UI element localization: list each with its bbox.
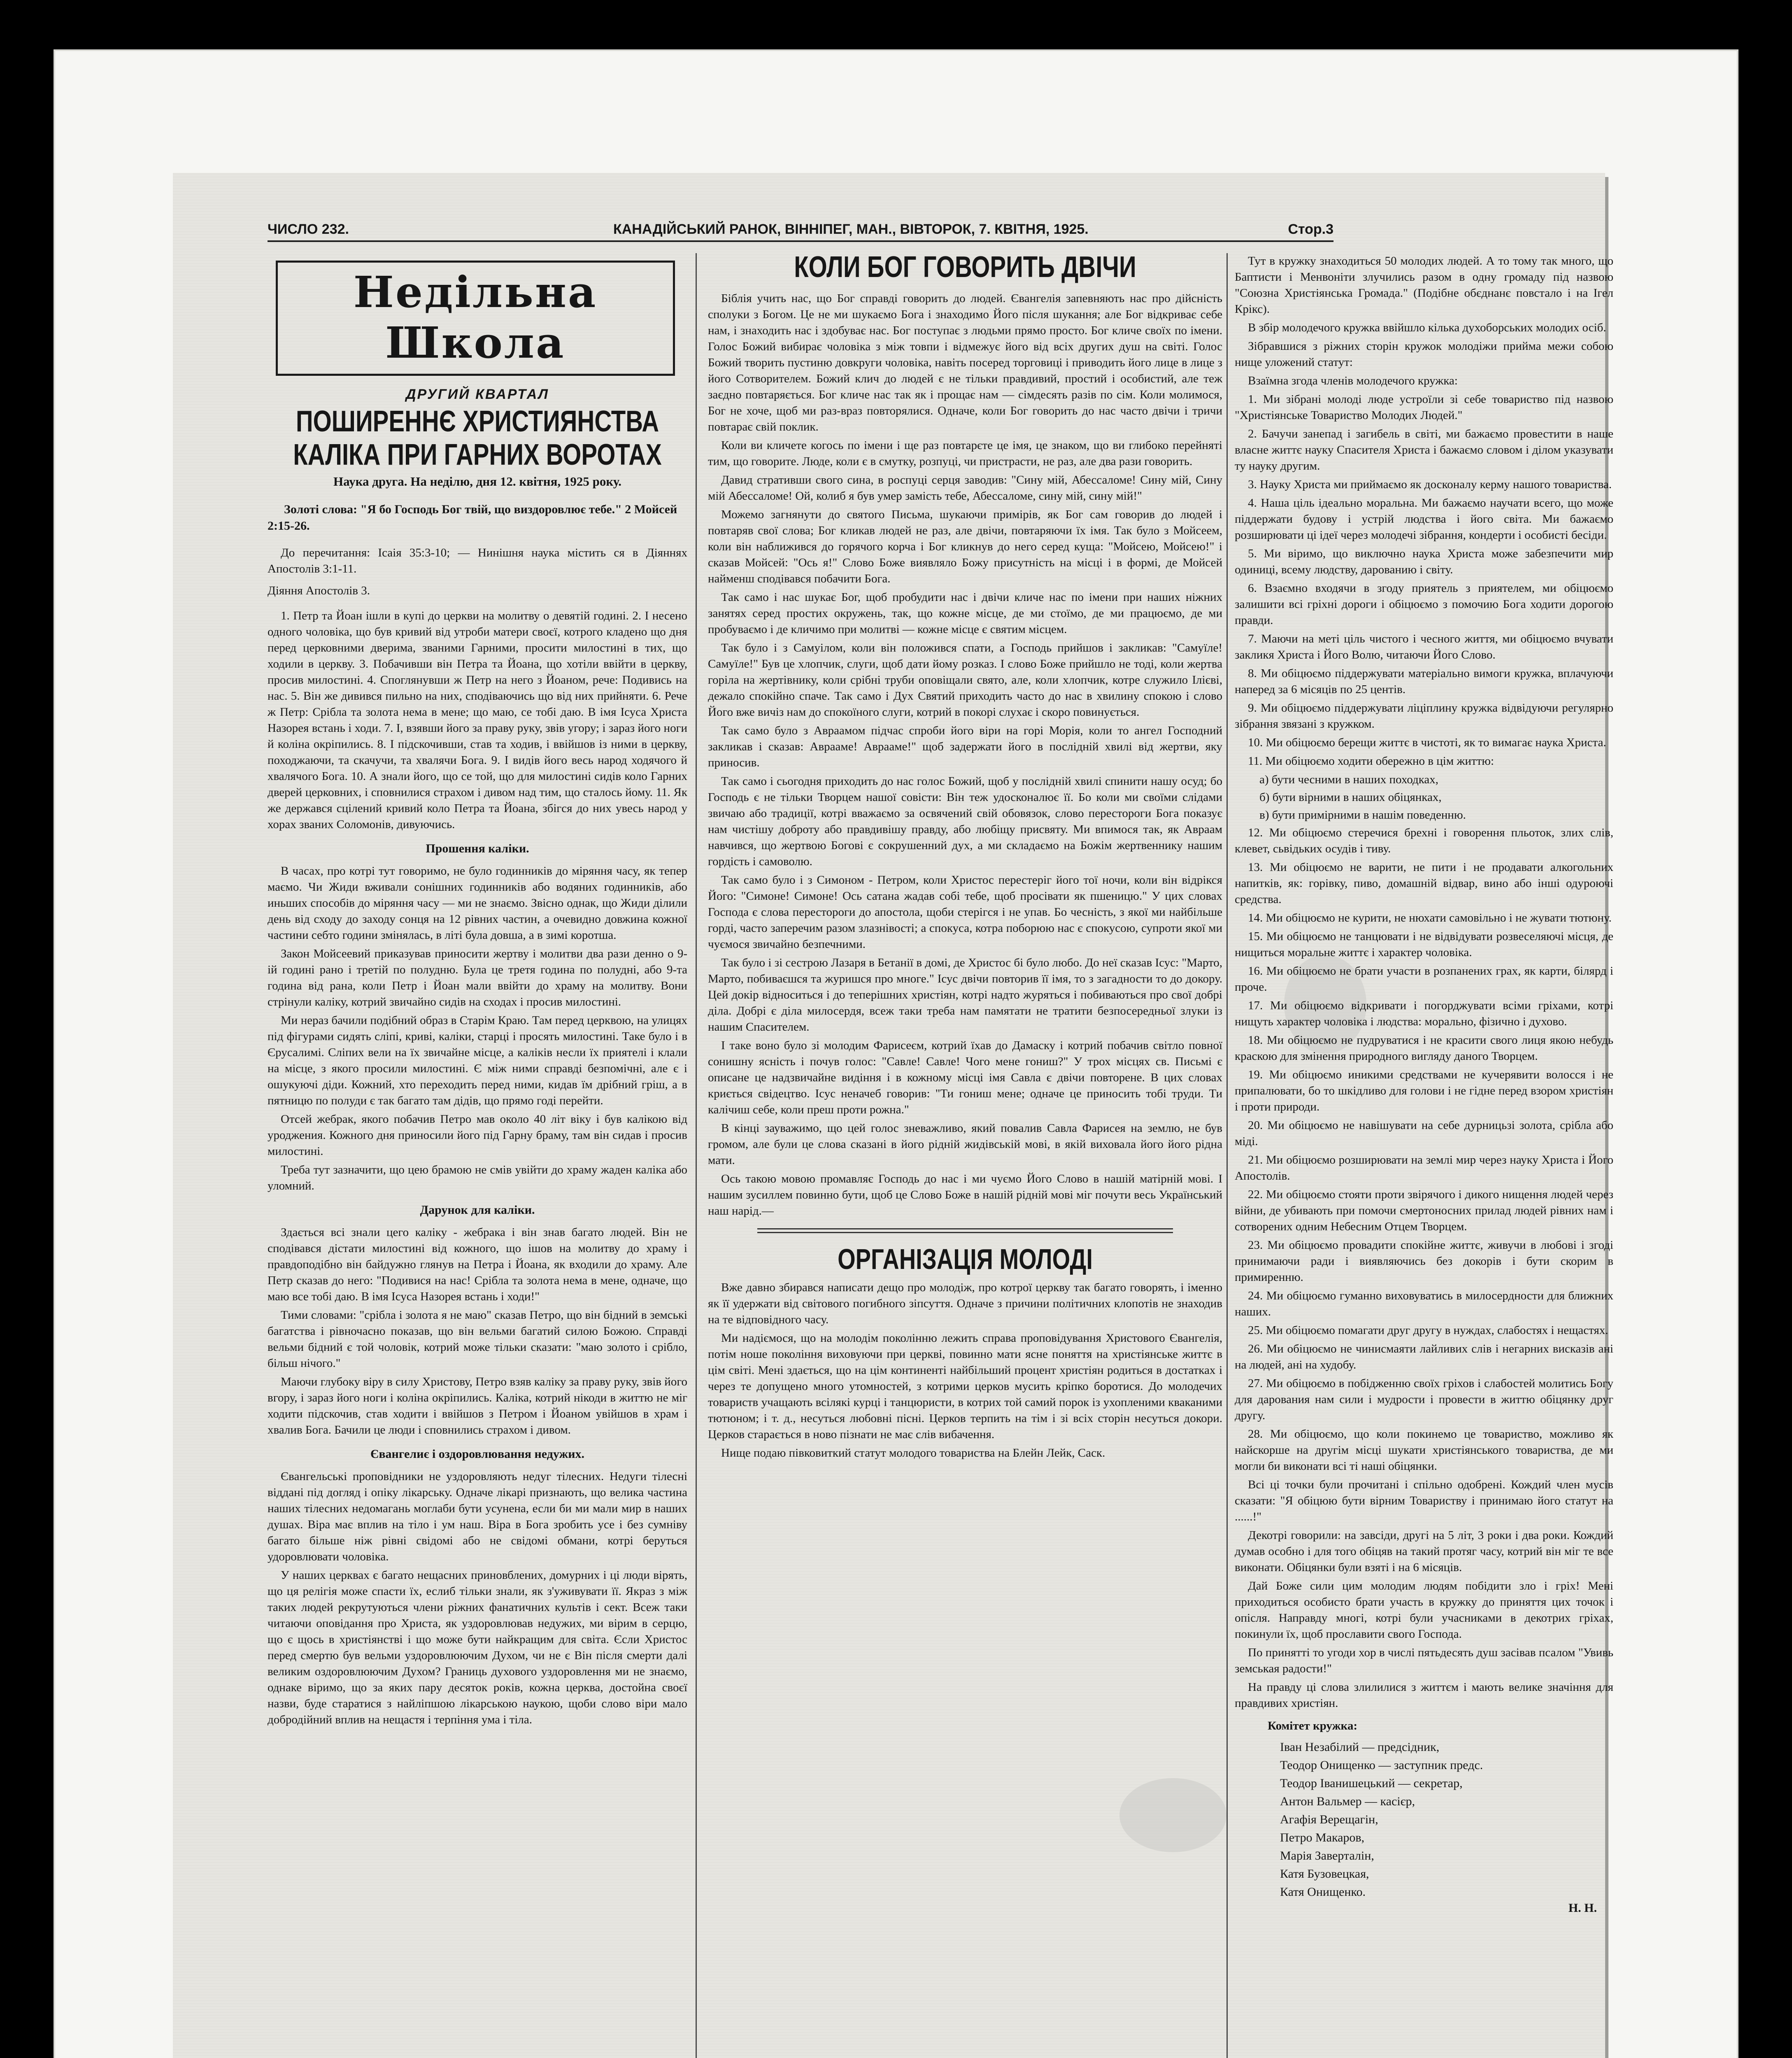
statute-rule: 4. Наша ціль ідеально моральна. Ми бажаємо научати всего, що може піддержати будову і устрій людства і його світа. Ми бажаємо розширювати ці ідеї через молодечі зібрання, кондерти і особисті бесіди.	[1235, 496, 1613, 542]
paragraph: По принятті то угоди хор в числі пятьдесять душ засівав псалом "Увивь земськая радости!"	[1235, 1646, 1613, 1675]
paragraph: Ось такою мовою промавляє Господь до нас і ми чуємо Його Слово в нашій матірній мові. І нашим зусиллем повинно бути, щоб це Слово Боже в нашій рідній мові міг почути весь Український наш нарід.—	[708, 1172, 1222, 1218]
heading: ПОШИРЕННЄ ХРИСТИЯНСТВА	[296, 404, 659, 438]
statute-rule: 1. Ми зібрані молоді люде устроїли зі себе товариство під назвою "Христіянське Товариство Молодих Людей."	[1235, 393, 1613, 422]
statute-rule: 6. Взаємно входячи в згоду приятель з приятелем, ми обіцюємо залишити всі гріхні дороги і обіцюємо з помочию Бога ходити дорогою правди.	[1235, 582, 1613, 627]
paragraph: У наших церквах є багато нещасних приновблених, домурних і ці люди вірять, що ця релігія може спасти їх, еслиб тільки знали, як з'уживувати її. Якраз з між таких людей рекрутуються члени ріжних фанатичних культів і сект. Всеж таки читаючи оповідання про Христа, як уздоровлював недужих, ми вірим в серцю, що є щось в христіянстві і що може бути найкращим для світа. Єсли Христос перед смертю був вельми уздоровлюючим Духом, чи не є Він після смерти далі великим оздоровлюючим Духом? Границь духового уздоровлення ми не знаємо, однаке віримо, що за яких пару десяток років, кожна церква, достойна своєї назви, буде старатися з найліпшою лікарською наукою, щоби слово віри мало добродійний вплив на нещастя і терпіння ума і тіла.	[268, 1569, 687, 1726]
paragraph: Дай Боже сили цим молодим людям побідити зло і гріх! Мені приходиться особисто брати участь в кружку до приняття цих точок і опісля. Направду многі, котрі були учасниками в декотрих гріхах, покинули їх, щоб прославити свого Господа.	[1235, 1579, 1613, 1641]
committee-title: Комітет кружка:	[1268, 1719, 1357, 1732]
statute-rule: 5. Ми віримо, що виключно наука Христа може забезпечити мир одиниці, всему людству, дарованию і світу.	[1235, 547, 1613, 576]
paragraph: Коли ви кличете когось по імени і ще раз повтарєте це імя, це знаком, що ви глибоко перейняті тим, що говорите. Люде, коли є в смутку, розпуці, чи пристрасти, не раз, але два рази говорить.	[708, 439, 1222, 468]
committee-member: Теодор Іванишецький — секретар,	[1280, 1776, 1463, 1790]
signature: Н. Н.	[1568, 1901, 1597, 1915]
heading: КАЛІКА ПРИ ГАРНИХ ВОРОТАХ	[293, 438, 662, 472]
column-when-god-speaks	[708, 250, 1222, 1464]
paragraph: Можемо загнянути до святого Письма, шукаючи примірів, як Бог сам говорив до людей і повтаряв свої слова; Бог кликав людей не раз, але двічи, повтаряючи їх імя. Так було з Мойсеем, коли він наближився до горячого корча і Бог кликнув до него серед куща: "Мойсею, Мойсею!" і сказав Мойсей: "Ось я!" Слово Боже виявляло Божу присутність на місці і в формі, де Мойсей найменш сподівався побачити Бога.	[708, 508, 1222, 585]
statute-rule: 23. Ми обіцюємо провадити спокійне життє, живучи в любові і згоді принимаючи ради і виявляючись без докорів і бути скорим в примиренню.	[1235, 1239, 1613, 1284]
scripture-text: 1. Петр та Йоан ішли в купі до церкви на молитву о девятій годині. 2. І несено одного чоловіка, що був кривий від утроби матери своєї, котрого кладено що дня перед церковними дверима, званими Гарними, просити милостині в тих, що ходили в церкву. 3. Побачивши він Петра та Йоана, що хотіли ввійти в церкву, просив милостині. 4. Споглянувши ж Петр на него з Йоаном, рече: Подивись на нас. 5. Він же дивився пильно на них, сподіваючись що від них прийняти. 6. Рече ж Петр: Срібла та золота нема в мене; що маю, се тобі даю. В імя Ісуса Христа Назорея встань і ходи. 7. І, взявши його за праву руку, звів угору; і зараз його ноги й коліна окріпились. 8. І підскочивши, став та ходив, і ввійшов із ними в церкву, походжаючи, та скачучи, та хвалячи Бога. 9. І видів його весь народ ходячого й хвалячого Бога. 10. А знали його, що се той, що для милостині сидів коло Гарних дверей церковних, і сповнилися страхом і дивом над тим, що сталось йому. 11. Як же держався сцілений кривий коло Петра та Йоана, збігся до них увесь народ у хорах званих Соломонів, дивуючись.	[268, 609, 687, 831]
statute-subitem: б) бути вірними в наших обіцянках,	[1259, 791, 1442, 804]
statute-subitem: в) бути примірними в нашім поведенню.	[1259, 808, 1466, 822]
paragraph: І таке воно було зі молодим Фарисеєм, котрий їхав до Дамаску і котрий побачив світло повної сонишну ясність і почув голос: "Савле! Савле! Чого мене гониш?" У трох місцях св. Письмі є описане це надзвичайне видіння і в кожному місці імя Савла є двічи повторене. В цих словах криється свідецтво. Ісус неначеб говорив: "Ти гониш мене; одначе це приносить тобі труди. Ти калічиш себе, коли преш проти рожна."	[708, 1039, 1222, 1116]
committee-member: Катя Бузовецкая,	[1280, 1867, 1369, 1881]
paragraph: Так було і зі сестрою Лазаря в Бетанії в домі, де Христос бі було любо. До неї сказав Ісус: "Марто, Марто, побиваєшся та журишся про многе." Ісус двічи повторив її імя, то з загадности то до докору. Цей докір відноситься і до теперішних христіян, котрі надто журяться і побиваються про свої добрі діла. Добрі є діла милосердя, всеж таки треба нам памятати не тратити безпосередньої злуки із нашим Спасителем.	[708, 956, 1222, 1034]
subheading: Прошення каліки.	[426, 842, 529, 855]
paragraph: Вже давно збирався написати дещо про молодіж, про котрої церкву так багато говорять, і іменно як її удержати від світового погибного зіпсуття. Одначе з причини політичних клопотів не знаходив на те відповідного часу.	[708, 1281, 1222, 1326]
paragraph: Давид стративши свого сина, в роспуці серця заводив: "Сину мій, Абессаломе! Сину мій, Сину мій Абессаломе! Ой, колиб я був умер замість тебе, Абессаломе, сину мій, сину мій!"	[708, 473, 1222, 503]
paragraph: В збір молодечого кружка ввійшло кілька духоборських молодих осіб.	[1248, 321, 1606, 334]
issue-number: ЧИСЛО 232.	[268, 221, 349, 237]
column-rule	[696, 253, 697, 2058]
paragraph: Закон Мойсеевий приказував приносити жертву і молитви два рази денно о 9-ій годині рано і третій по полудню. Була це третя година по полудні, або 9-та година від рана, коли Петр і Йоан мали ввійти до храму на молитву. Вони стрінули каліку, котрий звичайно сидів на сходах і просив милостині.	[268, 947, 687, 1008]
quarter-label: ДРУГИЙ КВАРТАЛ	[405, 386, 549, 402]
golden-words: Золоті слова: "Я бо Господь Бог твій, що виздоровлює тебе." 2 Мойсей 2:15-26.	[268, 503, 677, 533]
statute-rule: 14. Ми обіцюємо не курити, не нюхати самовільно і не жувати тютюну.	[1248, 911, 1612, 924]
committee-member: Теодор Онищенко — заступник предс.	[1280, 1758, 1483, 1772]
paragraph: Зібравшися з ріжних сторін кружок молодіжи прийма межи собою нище уложений статут:	[1235, 340, 1613, 369]
statute-rule: 21. Ми обіцюємо розширювати на землі мир через науку Христа і Його Апостолів.	[1235, 1153, 1613, 1183]
column-rule	[1226, 253, 1228, 2058]
paragraph: На правду ці слова злилилися з життєм і мають велике значіння для правдивих христіян.	[1235, 1681, 1613, 1710]
masthead: КАНАДІЙСЬКИЙ РАНОК, ВІННІПЕГ, МАН., ВІВТОРОК, 7. КВІТНЯ, 1925.	[613, 221, 1089, 237]
paragraph: Євангельські проповідники не уздоровляють недуг тілесних. Недуги тілесні віддані під догляд і опіку лікарську. Одначе лікарі признають, що велика частина наших тілесних недомагань моглаби бути усунена, если би ми мали мир в наших душах. Віра має вплив на тіло і ум наш. Віра в Бога зробить усе і без сумніву багато більше ніж рівні свідомі або не свідомі обмани, котрі беруться удоровлювати чоловіка.	[268, 1470, 687, 1563]
statute-subitem: а) бути чесними в наших походках,	[1259, 773, 1438, 786]
paragraph: Ми надіємося, що на молодім поколінню лежить справа проповідування Христового Євангелія, потім ноше покоління виховуючи при церкві, повинно мати ясне поняття на христіянське життє в цім світі. Мені здається, що на цім континенті найбільший процент христіян родиться в достатках і через те допущено много утомностей, з котрими церков мусить кріпко боротися. До молодечих товариств учащають всілякі курці і танцюристи, в котрих той самий порок із ухопленими кваканими тютюном; і т. д., несуться любовні пісні. Церков терпить на тім і зі всіх сторін несуться докори. Церков старається в ново пізнати не має слів вибачення.	[708, 1332, 1222, 1441]
committee-member: Катя Онищенко.	[1280, 1885, 1366, 1899]
scripture-ref: Діяння Апостолів 3.	[268, 584, 370, 597]
committee-member: Петро Макаров,	[1280, 1831, 1365, 1844]
newspaper-page	[173, 173, 1613, 2058]
paragraph: Біблія учить нас, що Бог справді говорить до людей. Євангелія запевняють нас про дійсність сполуки з Богом. Це не ми шукаємо Бога і знаходимо Його після шукання; але Бог відкриває себе нам, і знаходить нас і здобуває нас. Бог поступає з людьми прямо просто. Бог кличе своїх по імени. Голос Божий вибирає чоловіка з між товпи і відмежує його від всіх других душ на світі. Голос Божий творить пустиню довкруги чоловіка, навіть посеред торговиці і приводить його лице в лице з його Сотворителем. Божий клич до людей є не тільки правдивий, простий і особистий, але теж заєдно повтаряється. Бог кличе нас так як і прощає нам — сімдесять разів по сім. Коли молимося, Бог не хоче, щоб ми раз-враз повторялися. Одначе, коли Бог говорить до нас часто двічи і тричи повтарає свій поклик.	[708, 292, 1222, 433]
column-youth-statute	[1235, 253, 1613, 1915]
paragraph: До перечитання: Ісаія 35:3-10; — Нинішня наука містить ся в Діяннях Апостолів 3:1-11.	[268, 546, 687, 575]
statute-rule: 20. Ми обіцюємо не навішувати на себе дурницьзі золота, срібла або міді.	[1235, 1119, 1613, 1148]
statute-rule: 3. Науку Христа ми приймаємо як досконалу керму нашого товариства.	[1248, 478, 1612, 491]
statute-rule: 12. Ми обіцюємо стеречися брехні і говорення пльоток, злих слів, клевет, сьвідьких осудів і тиву.	[1235, 826, 1613, 855]
statute-rule: 26. Ми обіцюємо не чинисмаяти лайливих слів і негарних висказів ані на людей, ані на худобу.	[1235, 1342, 1613, 1371]
page-header	[268, 219, 1334, 242]
statute-rule: 11. Ми обіцюємо ходити обережно в цім життю:	[1248, 754, 1494, 768]
stain	[1119, 1778, 1226, 1852]
statute-rule: 15. Ми обіцюємо не танцювати і не відвідувати розвеселяючі місця, де нищиться моральне життє і характер чоловіка.	[1235, 930, 1613, 959]
paragraph: В кінці зауважимо, що цей голос зневажливо, який повалив Савла Фарисея на землю, не був громом, але були це слова сказані в його рідній жидівській мові, в якій виховала його його рідна мати.	[708, 1122, 1222, 1167]
committee-member: Марія Заверталін,	[1280, 1849, 1374, 1862]
paragraph: Маючи глубоку віру в силу Христову, Петро взяв каліку за праву руку, звів його вгору, і зараз його ноги і коліна окріпились. Каліка, котрий нікоди в життю не міг ходити підскочив, став ходити і ввійшов з Петром і Йоаном увійшов в храм і хвалив Бога. Бачили це люди і сповнились страхом і дивом.	[268, 1375, 687, 1436]
subheading: Дарунок для каліки.	[420, 1203, 535, 1217]
committee-member: Іван Незабілий — предсідник,	[1280, 1740, 1440, 1754]
statute-rule: 25. Ми обіцюємо помагати друг другу в нуждах, слабостях і нещастях.	[1248, 1324, 1608, 1337]
statute-rule: 16. Ми обіцюємо не брати участи в розпанених грах, як карти, білярд і проче.	[1235, 964, 1613, 994]
committee-member: Антон Вальмер — касієр,	[1280, 1795, 1415, 1808]
statute-rule: 27. Ми обіцюємо в побідженню своїх гріхов і слабостей молитись Богу для дарования нам сили і мудрости і провести в життю обіцянку друг другу.	[1235, 1377, 1613, 1422]
banner-title: Недільна Школа	[353, 267, 598, 368]
statute-rule: 22. Ми обіцюємо стояти проти звірячого і дикого нищення людей через війни, де убивають при помочи смертоносних прилад людей рівних нам і сотворених одним Небесним Отцем Творцем.	[1235, 1188, 1613, 1233]
paragraph: Так само і сьогодня приходить до нас голос Божий, щоб у послідній хвилі спинити нашу осуд; бо Господь є не тільки Творцем нашої совісти: Він теж удосконалює її. Бо коли ми своїми слідами звичаю або традиції, котрі вважаємо за освячений свій обовязок, слово перестороги Бога показує нам чистішу доброту або правдивішу правду, або любіщу присвяту. Ми впимося так, як Авраам навчився, що жертвою Богові є сокрушенний дух, а ми складаємо на Божім жертвеннику нашим гордість і самоволю.	[708, 775, 1222, 868]
paragraph: Всі ці точки були прочитані і спільно одобрені. Кождий член мусів сказати: "Я обіцюю бути вірним Товариству і принимаю його статут на ......!"	[1235, 1478, 1613, 1523]
statute-rule: 19. Ми обіцюємо иникими средствами не кучерявити волосся і не припалювати, бо то шкідливо для голови і не гідне перед взором христіян і проти природи.	[1235, 1068, 1613, 1113]
paragraph: Ми нераз бачили подібний образ в Старім Краю. Там перед церквою, на улицях під фігурами сидять сліпі, криві, каліки, старці і просять милостині. Таке було і в Єрусалимі. Сліпих вели на їх звичайне місце, а каліків несли їх приятелі і клали на місце, з якого просили милостині. Є між ними справді безпомічні, але є і ошукуючі діди. Кожний, хто переходить перед ними, кидав їм дрібний гріш, а в пятницю по полуди є так багато там дідів, що прямо годі перейти.	[268, 1014, 687, 1107]
column-sunday-school	[268, 253, 687, 1730]
statute-rule: 2. Бачучи занепад і загибель в світі, ми бажаємо провестити в наше власне життє науку Спасителя Христа і бажаємо словом і ділом указувати ту науку другим.	[1235, 427, 1613, 473]
statute-rule: 7. Маючи на меті ціль чистого і чесного життя, ми обіцюємо вчувати закликя Христа і Його Волю, читаючи Його Слово.	[1235, 632, 1613, 661]
statute-rule: 18. Ми обіцюємо не пудруватися і не красити свого лиця якою небудь краскою для змінення природного вигляду даного Творцем.	[1235, 1034, 1613, 1063]
paragraph: Здається всі знали цего каліку - жебрака і він знав багато людей. Він не сподівався дістати милостині від кожного, що ішов на молитву до храму і правдоподібно він байдужно глянув на Петра і Йоана, як входили до храму. Але Петр сказав до него: "Подивися на нас! Срібла та золота нема в мене, одначе, що маю все тобі даю. В імя Ісуса Назорея встань і ходи!"	[268, 1226, 687, 1303]
paragraph: Декотрі говорили: на завсіди, другі на 5 літ, 3 роки і два роки. Кождий думав особно і для того обіцяв на такий протяг часу, котрий він міг те все виконати. Обіцянки були взяті і на 6 місяців.	[1235, 1529, 1613, 1574]
statute-rule: 8. Ми обіцюємо піддержувати матеріально вимоги кружка, вплачуючи наперед за 6 місяців по 25 центів.	[1235, 667, 1613, 696]
paragraph: Нище подаю півковиткий статут молодого товариства на Блейн Лейк, Саск.	[721, 1446, 1105, 1460]
committee-list	[1280, 1738, 1613, 1901]
paragraph: Тут в кружку знаходиться 50 молодих людей. А то тому так много, що Баптисти і Менвоніти злучились разом в одну громаду під назвою "Союзна Христіянська Громада." (Подібне обєднанє повстало і на Ігел Крікс).	[1235, 254, 1613, 316]
statute-rule: 28. Ми обіцюємо, що коли покинемо це товариство, можливо як найскорше на другім місці шукати христіянського товариства, де ми могли би виконати всі ті наші обіцянки.	[1235, 1427, 1613, 1473]
article-divider	[757, 1228, 1173, 1233]
statute-rule: 13. Ми обіцюємо не варити, не пити і не продавати алкогольних напитків, як: горівку, пиво, домашній відвар, вино або інші одуроючі средства.	[1235, 861, 1613, 906]
committee-member: Агафія Верещагін,	[1280, 1813, 1378, 1826]
section-banner	[276, 261, 675, 376]
paragraph: Так само було і з Симоном - Петром, коли Христос перестеріг його тої ночи, коли він відрікся Його: "Симоне! Симоне! Ось сатана жадав собі тебе, щоб просівати як пшеницю." У цих словах Господа є слова перестороги до апостола, щоби стерігся і не упав. Бо чесність, з якої ми найбільше горді, часто заперечим разом злазнівості; а спокуса, котра поборюю нас є спокусою, супроти якої ми чуємося звичайно безпечними.	[708, 873, 1222, 951]
statute-rule: 10. Ми обіцюємо берещи життє в чистоті, як то вимагає наука Христа.	[1248, 736, 1606, 749]
statute-rule: 9. Ми обіцюємо піддержувати ліціплину кружка відвідуючи регулярно зібрання звязані з кружком.	[1235, 701, 1613, 731]
subheading: Євангелиє і оздоровлювання недужих.	[370, 1447, 584, 1461]
paragraph: Тими словами: "срібла і золота я не маю" сказав Петро, що він бідний в земські багатства і рівночасно показав, що він вельми багатий силою Божою. Справді вельми бідний є той чоловік, котрий може тільки сказати: "маю золото і срібло, більш нічого."	[268, 1308, 687, 1370]
paragraph: Так було і з Самуілом, коли він положився спати, а Господь прийшов і закликав: "Самуїле! Самуїле!" Був це хлопчик, слуги, щоб дати йому розказ. І слово Боже прийшло не тоді, коли жертва горіла на жертівнику, коли срібні труби оповіщали свято, але, коли хлопчик, котре служило Ілієві, дежало спокійно спаче. Так само і Дух Святий приходить часто до нас в хвилину спокою і слово Його вже вичіз нам до спокоїного слуги, котрий в покорі слухає і скоро повинується.	[708, 641, 1222, 719]
paragraph: Треба тут зазначити, що цею брамою не смів увійти до храму жаден каліка або уломний.	[268, 1163, 687, 1192]
statute-rule: 24. Ми обіцюємо гуманно виховуватись в милосердности для ближних наших.	[1235, 1289, 1613, 1318]
paragraph: В часах, про котрі тут говоримо, не було годинників до міряння часу, як тепер маємо. Чи Жиди вживали сонішних годинників або водяних годинників, або иньших способів до міряння часу — ми не знаємо. Звісно однак, що Жиди ділили день від сходу до заходу сонця на 12 рівних частин, а очевидно довжина кожної частини себто години змінялась, в літі була довша, а в зимі коротша.	[268, 864, 687, 942]
paragraph: Взаїмна згода членів молодечого кружка:	[1248, 374, 1458, 387]
paragraph: Отсей жебрак, якого побачив Петро мав около 40 літ віку і був калікою від уроджения. Кожного дня приносили його під Гарну браму, там він сидав і просив милостині.	[268, 1113, 687, 1158]
statute-rule: 17. Ми обіцюємо відкривати і погорджувати всіми гріхами, котрі нищуть характер чоловіка і людства: морально, фізично і духово.	[1235, 999, 1613, 1028]
lesson-line: Наука друга. На неділю, дня 12. квітня, 1925 року.	[333, 474, 621, 489]
article-title: ОРГАНІЗАЦІЯ МОЛОДІ	[838, 1243, 1093, 1275]
paragraph: Так само і нас шукає Бог, щоб пробудити нас і двічи кличе нас по імени при наших ніжних занятях серед простих окружень, так, що кожне місце, де ми стоїмо, де ми працюємо, де ми пробуваємо і де кличимо при молитві — кожне місце є святим місцем.	[708, 591, 1222, 636]
page-number: Стор.3	[1288, 221, 1334, 237]
article-title: КОЛИ БОГ ГОВОРИТЬ ДВІЧИ	[794, 250, 1136, 284]
paragraph: Так само було з Авраамом підчас спроби його віри на горі Морія, коли то ангел Господний закликав і сказав: Аврааме! Аврааме!" щоб задержати його в послідній хвилі від жертви, яку приносив.	[708, 724, 1222, 769]
